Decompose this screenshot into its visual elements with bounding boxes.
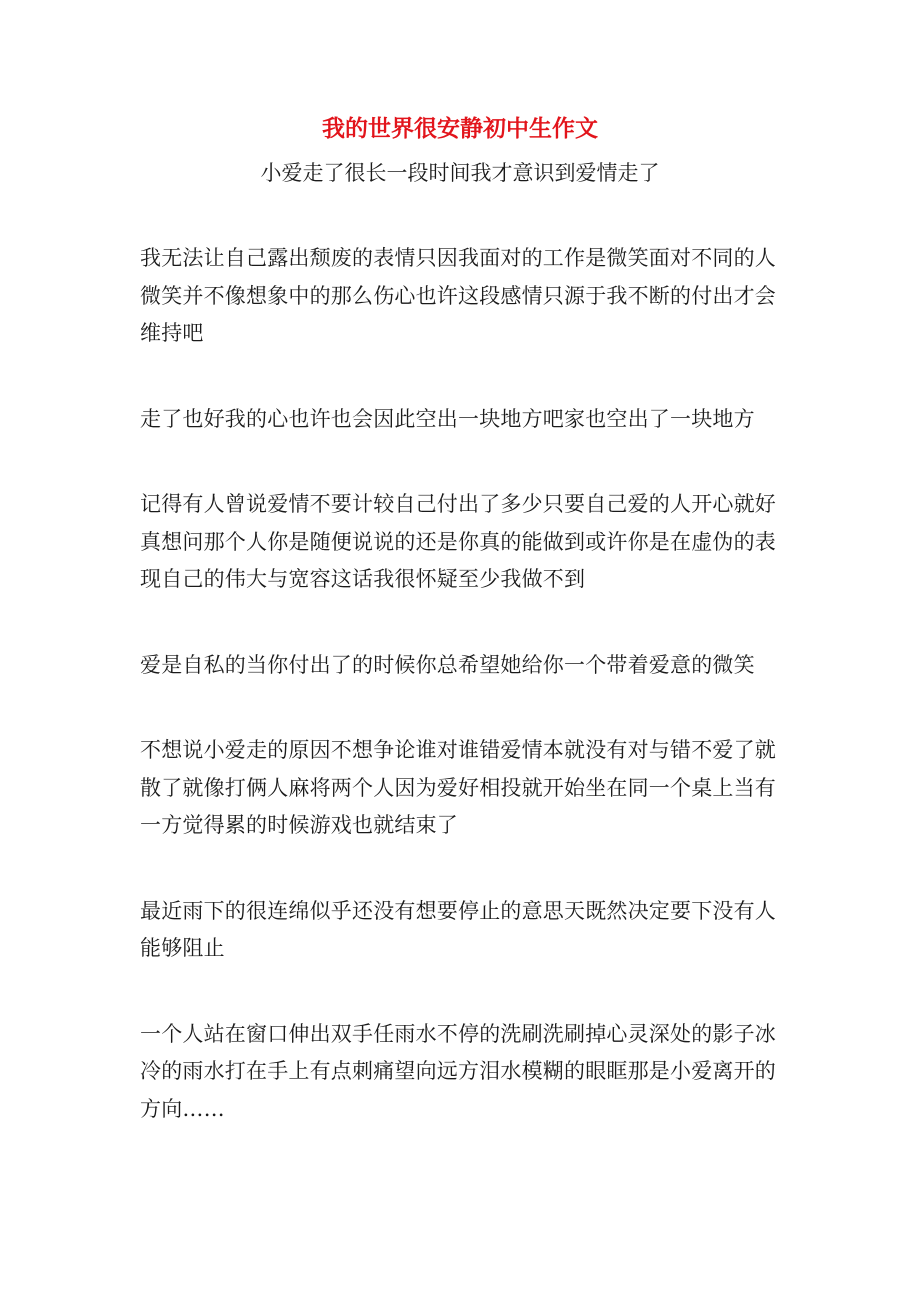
- paragraph: 一个人站在窗口伸出双手任雨水不停的洗刷洗刷掉心灵深处的影子冰冷的雨水打在手上有点刺痛望向远方泪水模糊的眼眶那是小爱离开的方向……: [140, 1021, 776, 1121]
- paragraph: 走了也好我的心也许也会因此空出一块地方吧家也空出了一块地方: [140, 406, 755, 431]
- document-subtitle: 小爱走了很长一段时间我才意识到爱情走了: [260, 161, 660, 185]
- paragraph: 记得有人曾说爱情不要计较自己付出了多少只要自己爱的人开心就好真想问那个人你是随便说说的还是你真的能做到或许你是在虚伪的表现自己的伟大与宽容这话我很怀疑至少我做不到: [140, 492, 776, 591]
- paragraph: 不想说小爱走的原因不想争论谁对谁错爱情本就没有对与错不爱了就散了就像打俩人麻将两个人因为爱好相投就开始坐在同一个桌上当有一方觉得累的时候游戏也就结束了: [140, 738, 776, 837]
- document-body: [140, 240, 780, 1128]
- paragraph: 最近雨下的很连绵似乎还没有想要停止的意思天既然决定要下没有人能够阻止: [140, 898, 776, 960]
- document-title: 我的世界很安静初中生作文: [322, 115, 598, 142]
- paragraph: 爱是自私的当你付出了的时候你总希望她给你一个带着爱意的微笑: [140, 652, 755, 677]
- paragraph: 我无法让自己露出颓废的表情只因我面对的工作是微笑面对不同的人微笑并不像想象中的那么伤心也许这段感情只源于我不断的付出才会维持吧: [140, 246, 776, 345]
